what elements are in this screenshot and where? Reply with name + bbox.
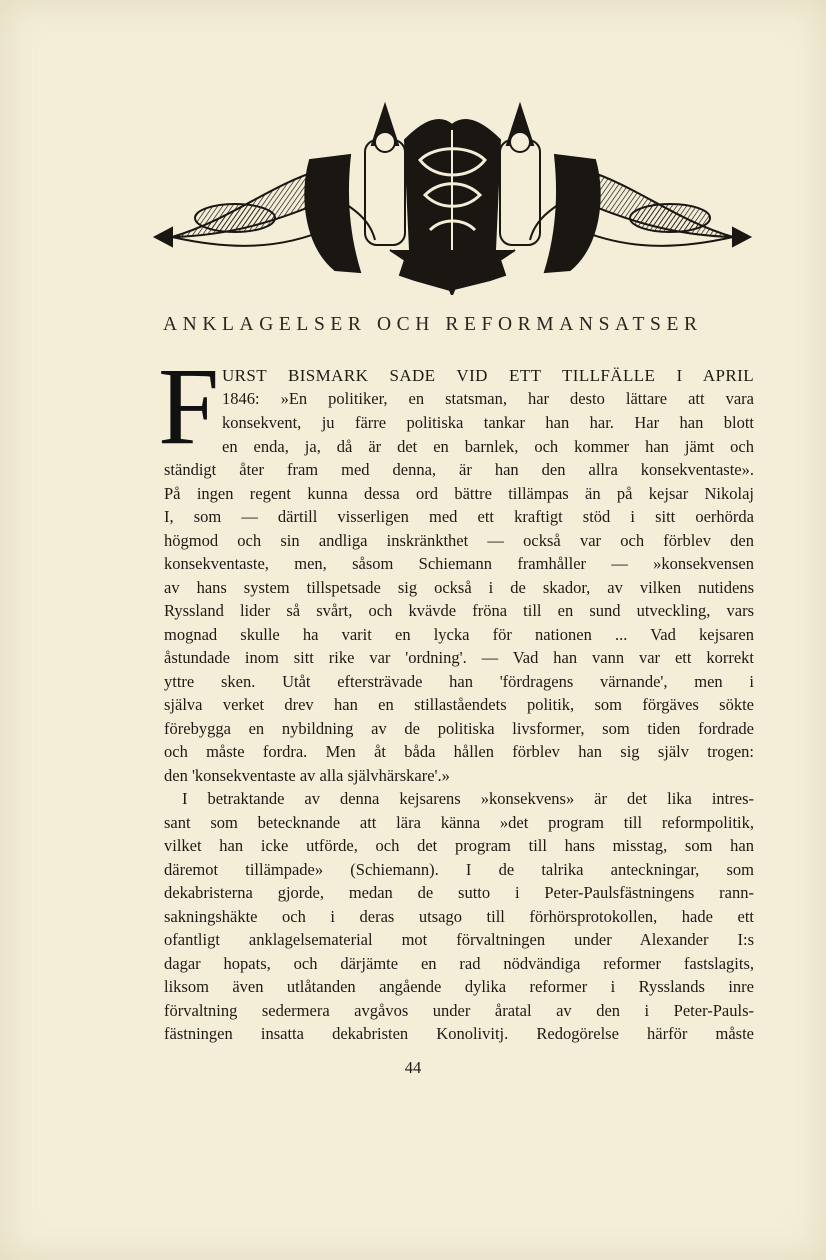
text-line: ofantligt anklagelsematerial mot förvaltningen under Alexander I:s xyxy=(164,930,754,949)
chapter-heading: ANKLAGELSER OCH REFORMANSATSER xyxy=(163,314,703,335)
text-line: åstundade inom sitt rike var 'ordning'. — Vad han vann var ett korrekt xyxy=(164,648,754,667)
text-line: På ingen regent kunna dessa ord bättre tillämpas än på kejsar Nikolaj xyxy=(164,484,754,503)
text-line: däremot tillämpade» (Schiemann). I de talrika anteckningar, som xyxy=(164,860,754,879)
text-line: själva verket drev han en stillaståendets politik, som förgäves sökte xyxy=(164,695,754,714)
text-line: mognad skulle ha varit en lycka för nationen ... Vad kejsaren xyxy=(164,625,754,644)
text-line: 1846: »En politiker, en statsman, har desto lättare att vara xyxy=(222,389,754,408)
drop-cap: F xyxy=(158,345,220,467)
text-line: vilket han icke utförde, och det program till hans misstag, som han xyxy=(164,836,754,855)
text-line: förebygga en nybildning av de politiska livsformer, som tiden fordrade xyxy=(164,719,754,738)
text-line: I, som — därtill visserligen med ett kraftigt stöd i sitt oerhörda xyxy=(164,507,754,526)
text-line: av hans system tillspetsade sig också i de skador, av vilken nutidens xyxy=(164,578,754,597)
text-line: I betraktande av denna kejsarens »konsekvens» är det lika intres- xyxy=(182,789,754,808)
text-line: och måste fordra. Men åt båda hållen förblev han sig själv trogen: xyxy=(164,742,754,761)
text-line: Ryssland lider så svårt, och kvävde fröna till en sund utveckling, vars xyxy=(164,601,754,620)
text-line: URST BISMARK SADE VID ETT TILLFÄLLE I APRIL xyxy=(222,366,754,385)
text-line: förvaltning sedermera avgåvos under åratal av den i Peter-Pauls- xyxy=(164,1001,754,1020)
text-line: ständigt åter fram med denna, är han den allra konsekventaste». xyxy=(164,460,754,479)
text-line: dekabristerna gjorde, medan de sutto i Peter-Paulsfästningens rann- xyxy=(164,883,754,902)
page-number: 44 xyxy=(404,1058,422,1077)
text-line: dagar hopats, och därjämte en rad nödvändiga reformer fastslagits, xyxy=(164,954,754,973)
text-line: konsekventaste, men, såsom Schiemann framhåller — »konsekvensen xyxy=(164,554,754,573)
text-line: en enda, ja, då är det en barnlek, och kommer han jämt och xyxy=(222,437,754,456)
text-line: högmod och sin andliga inskränkthet — också var och förblev den xyxy=(164,531,754,550)
text-line: den 'konsekventaste av alla självhärskare'.» xyxy=(164,766,450,785)
text-line: yttre sken. Utåt eftersträvade han 'fördragens värnande', men i xyxy=(164,672,754,691)
text-line: konsekvent, ju färre politiska tankar han har. Har han blott xyxy=(222,413,754,432)
text-line: liksom även utlåtanden angående dylika reformer i Rysslands inre xyxy=(164,977,754,996)
text-line: fästningen insatta dekabristen Konolivitj. Redogörelse härför måste xyxy=(164,1024,754,1043)
text-line: sant som betecknande att lära känna »det program till reformpolitik, xyxy=(164,813,754,832)
text-line: sakningshäkte och i deras utsago till förhörsprotokollen, hade ett xyxy=(164,907,754,926)
